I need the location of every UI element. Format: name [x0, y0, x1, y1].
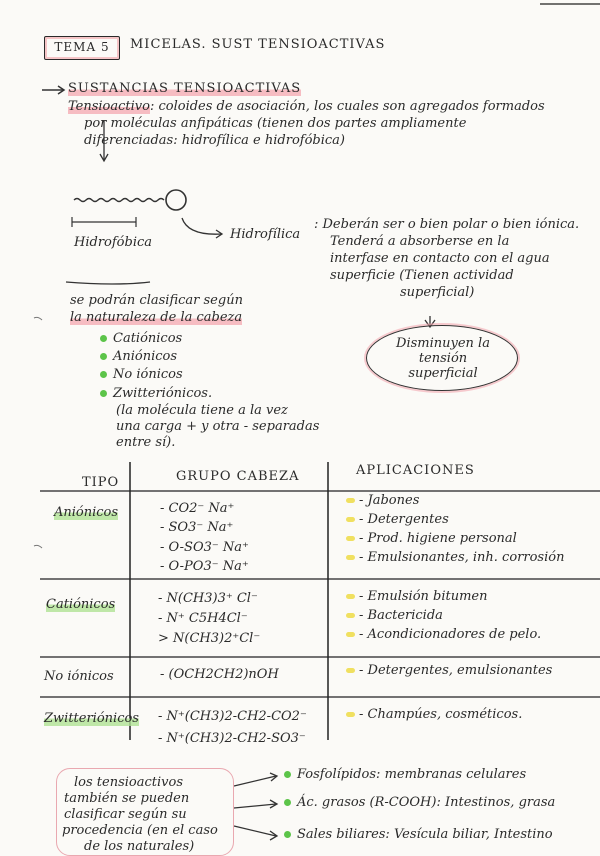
classification-intro-2: la naturaleza de la cabeza — [70, 310, 243, 325]
definition-block — [68, 100, 545, 114]
class-item-anionic: Aniónicos — [100, 350, 177, 364]
bullet-icon — [100, 371, 107, 378]
definition-term: Tensioactivo — [68, 99, 150, 114]
group-cell: - CO2⁻ Na⁺ — [160, 501, 235, 516]
hydrophobic-label: Hidrofóbica — [74, 235, 153, 250]
app-cell: - Champúes, cosméticos. — [346, 708, 522, 722]
app-cell: - Detergentes — [346, 513, 449, 527]
row-type-zwitterionic: Zwitteriónicos — [44, 711, 139, 726]
oval-text: Disminuyen la tensión superficial — [396, 336, 490, 381]
footer-item-3: Sales biliares: Vesícula biliar, Intestino — [284, 828, 553, 842]
group-cell: > N(CH3)2⁺Cl⁻ — [158, 631, 261, 646]
section-heading: SUSTANCIAS TENSIOACTIVAS — [68, 81, 302, 96]
table-header-apps: APLICACIONES — [356, 463, 475, 478]
bullet-icon — [284, 799, 291, 806]
bullet-icon — [284, 831, 291, 838]
zwitter-note-3: entre sí). — [116, 435, 176, 450]
hydrophilic-label: Hidrofílica — [230, 227, 301, 242]
app-cell: - Detergentes, emulsionantes — [346, 664, 552, 678]
hydrophilic-desc-1: : Deberán ser o bien polar o bien iónica. — [314, 217, 580, 232]
group-cell: - (OCH2CH2)nOH — [160, 667, 279, 682]
footer-item-1: Fosfolípidos: membranas celulares — [284, 768, 526, 782]
group-cell: - SO3⁻ Na⁺ — [160, 520, 234, 535]
classification-intro-1: se podrán clasificar según — [70, 293, 243, 308]
table-header-type: TIPO — [82, 475, 120, 490]
footer-note-3: clasificar según su — [64, 807, 187, 822]
page-title: MICELAS. SUST TENSIOACTIVAS — [130, 37, 386, 52]
app-cell: - Prod. higiene personal — [346, 532, 517, 546]
zwitter-note-1: (la molécula tiene a la vez — [116, 403, 288, 418]
group-cell: - N⁺ C5H4Cl⁻ — [158, 611, 248, 626]
class-item-nonionic: No iónicos — [100, 368, 183, 382]
group-cell: - N⁺(CH3)2-CH2-CO2⁻ — [158, 709, 307, 724]
footer-note-2: también se pueden — [64, 791, 190, 806]
bullet-icon — [284, 771, 291, 778]
class-item-zwitterionic: Zwitteriónicos. — [100, 387, 212, 401]
app-cell: - Emulsionantes, inh. corrosión — [346, 551, 564, 565]
group-cell: - N(CH3)3⁺ Cl⁻ — [158, 591, 258, 606]
app-cell: - Emulsión bitumen — [346, 590, 488, 604]
app-cell: - Bactericida — [346, 609, 443, 623]
hydrophilic-desc-4: superficie (Tienen actividad — [330, 268, 514, 283]
group-cell: - O-SO3⁻ Na⁺ — [160, 540, 249, 555]
group-cell: - O-PO3⁻ Na⁺ — [160, 559, 249, 574]
app-cell: - Jabones — [346, 494, 419, 508]
footer-note-4: procedencia (en el caso — [62, 823, 218, 838]
zwitter-note-2: una carga + y otra - separadas — [116, 419, 320, 434]
definition-line-1: : coloides de asociación, los cuales son agregados formados — [149, 99, 545, 114]
bullet-icon — [100, 390, 107, 397]
footer-note-1: los tensioactivos — [74, 775, 183, 790]
definition-line-3: diferenciadas: hidrofílica e hidrofóbica) — [84, 133, 345, 148]
row-type-cationic: Catiónicos — [46, 597, 116, 612]
hydrophobic-tail — [74, 199, 164, 202]
bullet-icon — [100, 335, 107, 342]
footer-note-5: de los naturales) — [84, 839, 195, 854]
class-item-cationic: Catiónicos — [100, 332, 182, 346]
footer-item-2: Ác. grasos (R-COOH): Intestinos, grasa — [284, 796, 555, 810]
hydrophilic-desc-5: superficial) — [400, 285, 475, 300]
hydrophilic-desc-3: interfase en contacto con el agua — [330, 251, 550, 266]
row-type-nonionic: No iónicos — [44, 669, 114, 684]
row-type-anionic: Aniónicos — [54, 505, 119, 520]
hydrophilic-desc-2: Tenderá a absorberse en la — [330, 234, 510, 249]
bullet-icon — [100, 353, 107, 360]
definition-line-2: por moléculas anfipáticas (tienen dos partes ampliamente — [84, 116, 467, 131]
group-cell: - N⁺(CH3)2-CH2-SO3⁻ — [158, 731, 306, 746]
app-cell: - Acondicionadores de pelo. — [346, 628, 541, 642]
hydrophilic-head — [166, 190, 186, 210]
table-header-group: GRUPO CABEZA — [176, 469, 300, 484]
tema-label: TEMA 5 — [44, 36, 120, 60]
